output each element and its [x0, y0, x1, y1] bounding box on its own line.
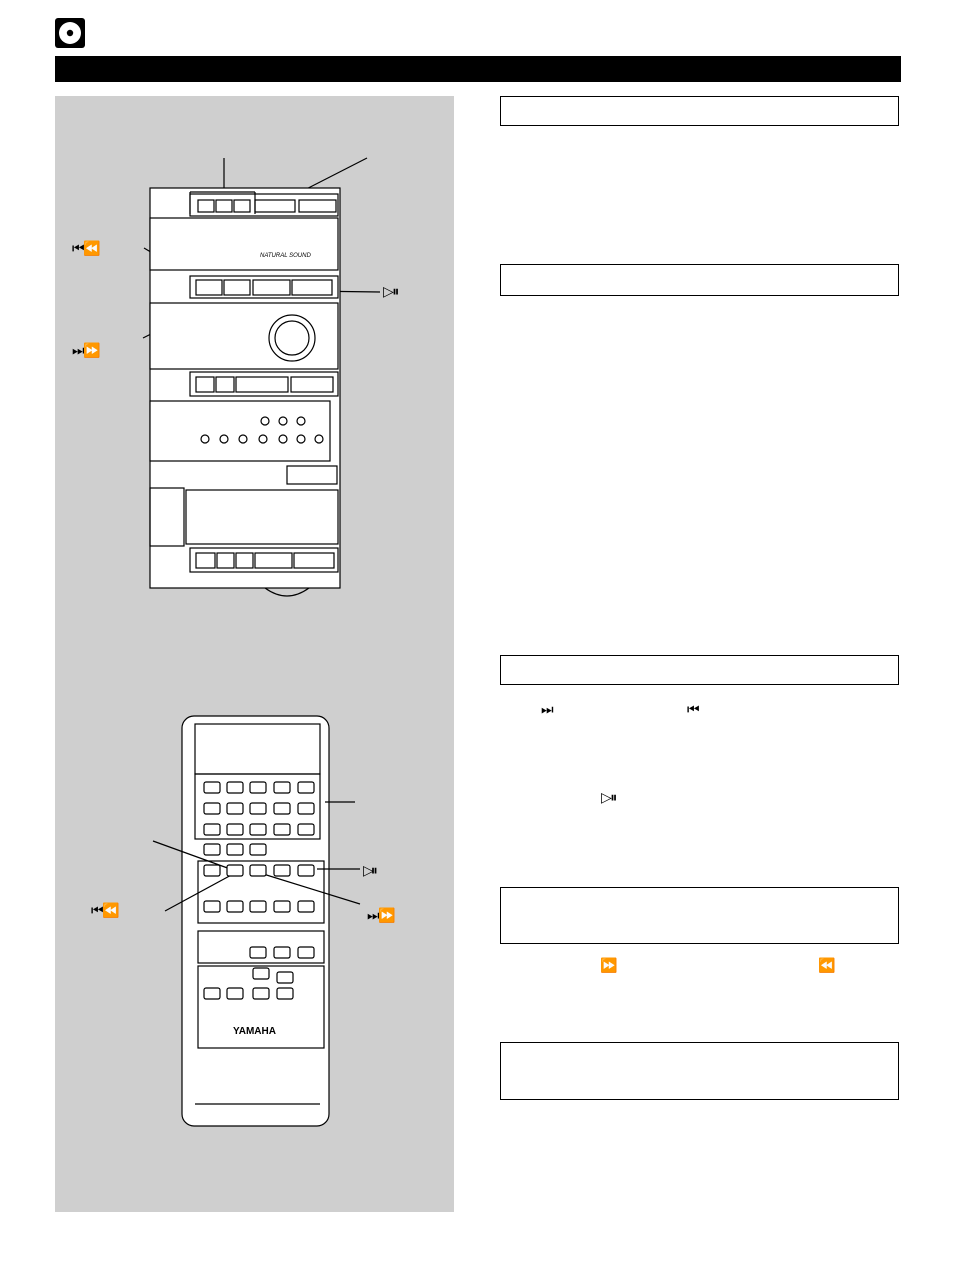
main-unit-illustration: [55, 96, 454, 1212]
section-title-bar: [55, 56, 901, 82]
play-pause-icon: ▷ ⏸: [383, 284, 397, 300]
remote-skip-back-icon: ⏮ ⏪: [91, 903, 117, 919]
section-header-box-4: [500, 887, 899, 944]
brand-logo: YAMAHA: [233, 1026, 276, 1037]
device-label: NATURAL SOUND: [260, 253, 311, 259]
rewind-icon: ⏪: [818, 958, 833, 974]
illustration-panel: [55, 96, 454, 1212]
fast-forward-icon: ⏩: [600, 958, 615, 974]
section-header-box-1: [500, 96, 899, 126]
skip-back-icon: ⏮: [687, 702, 697, 718]
section-header-box-5: [500, 1042, 899, 1100]
cd-disc-icon: [55, 18, 85, 48]
section-header-box-2: [500, 264, 899, 296]
skip-forward-icon: ⏭: [541, 702, 551, 718]
remote-play-pause-icon: ▷⏸: [363, 863, 375, 879]
skip-back-icon: ⏮ ⏪: [72, 241, 98, 257]
remote-skip-forward-icon: ⏭ ⏩: [367, 908, 393, 924]
section-header-box-3: [500, 655, 899, 685]
skip-forward-icon: ⏭ ⏩: [72, 343, 98, 359]
play-pause-icon: ▷ ⏸: [601, 790, 615, 806]
